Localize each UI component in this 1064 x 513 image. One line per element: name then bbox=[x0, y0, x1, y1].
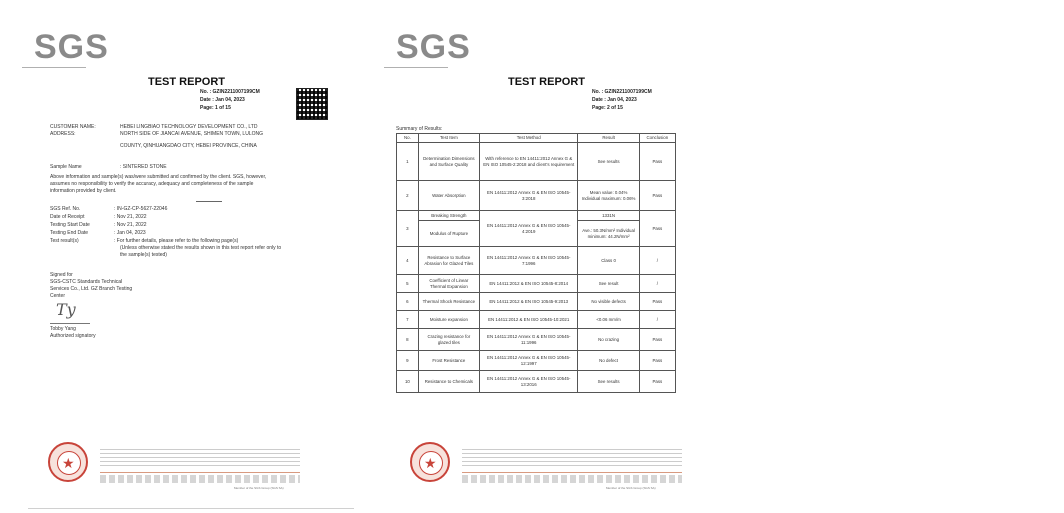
row-result: Class 0 bbox=[578, 247, 639, 275]
report-page-2 bbox=[380, 0, 700, 513]
report-no-label: No. : bbox=[200, 89, 212, 95]
customer-label: CUSTOMER NAME: bbox=[50, 124, 96, 130]
address-line-2: COUNTY, QINHUANGDAO CITY, HEBEI PROVINCE, CHINA bbox=[120, 143, 257, 149]
field-label-receipt: Date of Receipt bbox=[50, 214, 85, 220]
report-meta bbox=[592, 88, 652, 112]
row-item: Frost Resistance bbox=[418, 351, 479, 371]
footer-rule bbox=[462, 472, 682, 473]
row-method: EN 14411:2012 & EN ISO 10545-9:2013 bbox=[479, 293, 578, 311]
footer-rule bbox=[100, 472, 300, 473]
row-conclusion: Pass bbox=[639, 371, 675, 393]
results-table bbox=[396, 133, 676, 393]
row-item: Thermal Shock Resistance bbox=[418, 293, 479, 311]
signed-line-2: SGS-CSTC Standards Technical bbox=[50, 279, 123, 285]
divider bbox=[196, 201, 222, 202]
sgs-logo: SGS bbox=[34, 28, 109, 66]
footer-fine-print bbox=[100, 446, 300, 466]
signatory-name: Tobby Yang bbox=[50, 326, 76, 332]
qr-code bbox=[296, 88, 328, 120]
table-row bbox=[397, 311, 676, 329]
row-conclusion: / bbox=[639, 311, 675, 329]
disclaimer-line-2: assumes no responsibility to verify the accuracy, adequacy and completeness of the sample bbox=[50, 181, 254, 187]
row-method: With reference to EN 14411:2012 Annex G & EN ISO 10545-2:2018 and client's requirement bbox=[479, 143, 578, 181]
header-result: Result bbox=[578, 134, 639, 143]
report-date-value: Jan 04, 2023 bbox=[607, 97, 637, 103]
row-conclusion: Pass bbox=[639, 293, 675, 311]
report-page-value: 1 of 15 bbox=[215, 105, 231, 111]
field-value-result: : For further details, please refer to the following page(s) bbox=[114, 238, 239, 244]
star-icon: ★ bbox=[424, 455, 437, 471]
row-no: 5 bbox=[397, 275, 419, 293]
field-value-end: : Jan 04, 2023 bbox=[114, 230, 146, 236]
signature-line bbox=[50, 323, 90, 324]
row-no: 4 bbox=[397, 247, 419, 275]
customer-value: HEBEI LINGBIAO TECHNOLOGY DEVELOPMENT CO., LTD bbox=[120, 124, 258, 130]
footer-address bbox=[100, 475, 300, 483]
row-result: No defect bbox=[578, 351, 639, 371]
row-no: 7 bbox=[397, 311, 419, 329]
sample-value: : SINTERED STONE bbox=[120, 164, 167, 170]
row-no: 3 bbox=[397, 211, 419, 247]
header-test-method: Test Method bbox=[479, 134, 578, 143]
report-no-value: GZIN2211007199CM bbox=[604, 89, 652, 95]
row-result: See result bbox=[578, 275, 639, 293]
row-no: 10 bbox=[397, 371, 419, 393]
row-method: EN 14411:2012 & EN ISO 10545-8:2014 bbox=[479, 275, 578, 293]
row-no: 8 bbox=[397, 329, 419, 351]
row-item: Modulus of Rupture bbox=[418, 221, 479, 247]
report-no-value: GZIN2211007199CM bbox=[212, 89, 260, 95]
row-no: 9 bbox=[397, 351, 419, 371]
row-item: Crazing resistance for glazed tiles bbox=[418, 329, 479, 351]
row-conclusion: / bbox=[639, 275, 675, 293]
row-method: EN 14411:2012 & EN ISO 10545-10:2021 bbox=[479, 311, 578, 329]
row-method: EN 14411:2012 Annex G & EN ISO 10545-11:1996 bbox=[479, 329, 578, 351]
handwritten-signature: Ty bbox=[56, 300, 76, 319]
row-conclusion: Pass bbox=[639, 181, 675, 211]
field-label-start: Testing Start Date bbox=[50, 222, 90, 228]
address-line-1: NORTH SIDE OF JIANCAI AVENUE, SHIMEN TOWN, LULONG bbox=[120, 131, 263, 137]
table-header-row bbox=[397, 134, 676, 143]
row-item: Coefficient of Linear Thermal Expansion bbox=[418, 275, 479, 293]
signed-line-4: Center bbox=[50, 293, 66, 299]
row-conclusion: / bbox=[639, 247, 675, 275]
header-no: No. bbox=[397, 134, 419, 143]
report-page-label: Page: bbox=[200, 105, 214, 111]
row-item: Moisture expansion bbox=[418, 311, 479, 329]
footer-address bbox=[462, 475, 682, 483]
row-item: Water Absorption bbox=[418, 181, 479, 211]
row-result: See results bbox=[578, 143, 639, 181]
row-method: EN 14411:2012 Annex G & EN ISO 10545-4:2019 bbox=[479, 211, 578, 247]
footer-member: Member of the SGS Group (SGS SA) bbox=[606, 486, 656, 490]
page-footer bbox=[410, 440, 690, 490]
table-row bbox=[397, 181, 676, 211]
report-page-label: Page: bbox=[592, 105, 606, 111]
row-result: See results bbox=[578, 371, 639, 393]
report-meta bbox=[200, 88, 260, 112]
report-page-value: 2 of 15 bbox=[607, 105, 623, 111]
table-row bbox=[397, 351, 676, 371]
row-result: Mean value: 0.04% Individual maximum: 0.06% bbox=[578, 181, 639, 211]
row-no: 2 bbox=[397, 181, 419, 211]
row-method: EN 14411:2012 Annex G & EN ISO 10545-3:2018 bbox=[479, 181, 578, 211]
table-row bbox=[397, 371, 676, 393]
report-date-label: Date : bbox=[592, 97, 606, 103]
signatory-title: Authorized signatory bbox=[50, 333, 96, 339]
report-title: TEST REPORT bbox=[148, 76, 226, 88]
field-value-start: : Nov 21, 2022 bbox=[114, 222, 147, 228]
table-row bbox=[397, 211, 676, 221]
footer-member: Member of the SGS Group (SGS SA) bbox=[234, 486, 284, 490]
row-result: No visible defects bbox=[578, 293, 639, 311]
field-label-end: Testing End Date bbox=[50, 230, 89, 236]
address-label: ADDRESS: bbox=[50, 131, 76, 137]
header-test-item: Test Item bbox=[418, 134, 479, 143]
row-result: <0.06 mm/m bbox=[578, 311, 639, 329]
sample-label: Sample Name bbox=[50, 164, 82, 170]
field-value-receipt: : Nov 21, 2022 bbox=[114, 214, 147, 220]
row-conclusion: Pass bbox=[639, 143, 675, 181]
row-item: Resistance to Surface Abrasion for Glazed Tiles bbox=[418, 247, 479, 275]
summary-label: Summary of Results: bbox=[396, 126, 443, 132]
sgs-logo: SGS bbox=[396, 28, 471, 66]
row-method: EN 14411:2012 Annex G & EN ISO 10545-13:2016 bbox=[479, 371, 578, 393]
disclaimer-line-3: information provided by client. bbox=[50, 188, 117, 194]
field-label-result: Test result(s) bbox=[50, 238, 79, 244]
signed-line-3: Services Co., Ltd. GZ Branch Testing bbox=[50, 286, 133, 292]
row-no: 6 bbox=[397, 293, 419, 311]
table-row bbox=[397, 143, 676, 181]
row-result: Ave.: 50.3N/mm² Individual minimum: 44.2N/mm² bbox=[578, 221, 639, 247]
table-row bbox=[397, 247, 676, 275]
row-conclusion: Pass bbox=[639, 329, 675, 351]
row-method: EN 14411:2012 Annex G & EN ISO 10545-12:1997 bbox=[479, 351, 578, 371]
report-no-label: No. : bbox=[592, 89, 604, 95]
accreditation-seal bbox=[48, 442, 88, 482]
field-label-ref: SGS Ref. No. bbox=[50, 206, 81, 212]
row-conclusion: Pass bbox=[639, 211, 675, 247]
star-icon: ★ bbox=[62, 455, 75, 471]
logo-underline bbox=[384, 67, 448, 68]
report-page-1 bbox=[0, 0, 360, 513]
report-date-label: Date : bbox=[200, 97, 214, 103]
row-result: 1331N bbox=[578, 211, 639, 221]
header-conclusion: Conclusion bbox=[639, 134, 675, 143]
signed-line-1: Signed for bbox=[50, 272, 73, 278]
result-note-1: (Unless otherwise stated the results shown in this test report refer only to bbox=[120, 245, 282, 251]
page-bottom-edge bbox=[28, 508, 354, 509]
page-footer bbox=[48, 440, 308, 490]
row-item: Resistance to Chemicals bbox=[418, 371, 479, 393]
table-row bbox=[397, 329, 676, 351]
table-row bbox=[397, 275, 676, 293]
accreditation-seal bbox=[410, 442, 450, 482]
report-date-value: Jan 04, 2023 bbox=[215, 97, 245, 103]
footer-fine-print bbox=[462, 446, 682, 466]
row-item: Determination Dimensions and Surface Quality bbox=[418, 143, 479, 181]
row-no: 1 bbox=[397, 143, 419, 181]
row-method: EN 14411:2012 Annex G & EN ISO 10545-7:1996 bbox=[479, 247, 578, 275]
row-conclusion: Pass bbox=[639, 351, 675, 371]
row-item: Breaking Strength bbox=[418, 211, 479, 221]
table-row bbox=[397, 293, 676, 311]
disclaimer-line-1: Above information and sample(s) was/were submitted and confirmed by the client. SGS, however, bbox=[50, 174, 267, 180]
result-note-2: the sample(s) tested) bbox=[120, 252, 167, 258]
report-title: TEST REPORT bbox=[508, 76, 586, 88]
field-value-ref: : IN-GZ-CP-5627-22046 bbox=[114, 206, 168, 212]
row-result: No crazing bbox=[578, 329, 639, 351]
logo-underline bbox=[22, 67, 86, 68]
